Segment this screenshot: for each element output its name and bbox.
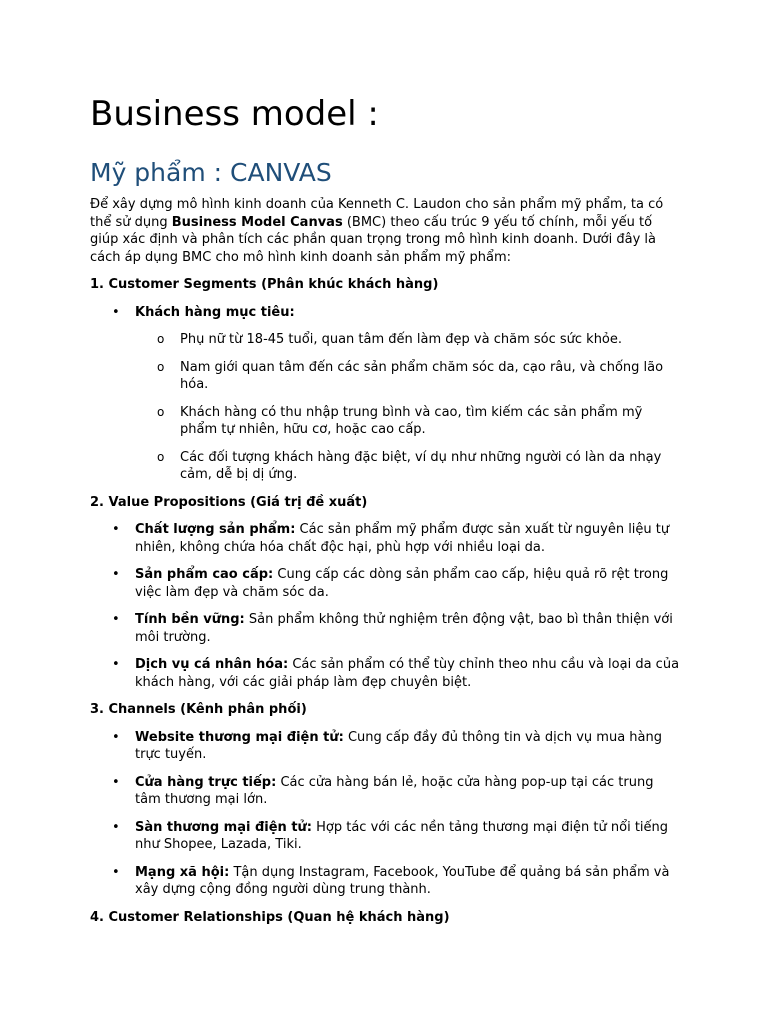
intro-text-start: Để xây dựng mô hình kinh doanh của Kenneth C. Laudon cho sản phẩm mỹ phẩm, ta có thể sử dụng xyxy=(90,197,664,230)
intro-paragraph xyxy=(90,196,680,266)
item-label: Sàn thương mại điện tử: xyxy=(135,819,312,835)
list-item xyxy=(90,304,680,484)
section-heading: 3. Channels (Kênh phân phối) xyxy=(90,702,307,717)
item-text: Tận dụng Instagram, Facebook, YouTube để quảng bá sản phẩm và xây dựng cộng đồng người dùng trung thành. xyxy=(135,864,670,897)
sub-list-item: o Phụ nữ từ 18-45 tuổi, quan tâm đến làm đẹp và chăm sóc sức khỏe. xyxy=(135,331,680,349)
list-item xyxy=(90,729,680,764)
section-list xyxy=(90,304,680,484)
item-text: Sản phẩm không thử nghiệm trên động vật, bao bì thân thiện với môi trường. xyxy=(135,612,673,645)
document-title: Business model : xyxy=(90,94,379,134)
intro-text-end: (BMC) theo cấu trúc 9 yếu tố chính, mỗi yếu tố giúp xác định và phân tích các phần quan trọng trong mô hình kinh doanh. Dưới đây là cách áp dụng BMC cho mô hình kinh doanh sản phẩm mỹ phẩm: xyxy=(90,214,657,265)
list-item xyxy=(90,611,680,646)
sub-list-item: o Khách hàng có thu nhập trung bình và cao, tìm kiếm các sản phẩm mỹ phẩm tự nhiên, hữu cơ, hoặc cao cấp. xyxy=(135,404,680,439)
sub-list-item: o Các đối tượng khách hàng đặc biệt, ví dụ như những người có làn da nhạy cảm, dễ bị dị ứng. xyxy=(135,449,680,484)
item-label: Chất lượng sản phẩm: xyxy=(135,522,296,537)
item-label: Sản phẩm cao cấp: xyxy=(135,567,274,582)
item-text: Cung cấp các dòng sản phẩm cao cấp, hiệu quả rõ rệt trong việc làm đẹp và chăm sóc da. xyxy=(135,567,669,600)
item-label: Cửa hàng trực tiếp: xyxy=(135,774,277,790)
item-label: Khách hàng mục tiêu: xyxy=(135,304,295,320)
item-text: Cung cấp đầy đủ thông tin và dịch vụ mua hàng trực tuyến. xyxy=(135,729,662,762)
item-text: Các cửa hàng bán lẻ, hoặc cửa hàng pop-up tại các trung tâm thương mại lớn. xyxy=(135,774,654,807)
section-heading: 2. Value Propositions (Giá trị đề xuất) xyxy=(90,494,368,510)
item-label: Dịch vụ cá nhân hóa: xyxy=(135,657,289,672)
item-text: Các sản phẩm có thể tùy chỉnh theo nhu cầu và loại da của khách hàng, với các giải pháp làm đẹp chuyên biệt. xyxy=(135,657,680,690)
list-item xyxy=(90,864,680,899)
list-item xyxy=(90,656,680,691)
item-label: Tính bền vững: xyxy=(135,612,245,627)
item-text: Hợp tác với các nền tảng thương mại điện tử nổi tiếng như Shopee, Lazada, Tiki. xyxy=(135,819,669,852)
list-item xyxy=(90,566,680,601)
list-item xyxy=(90,819,680,854)
item-text: Các sản phẩm mỹ phẩm được sản xuất từ nguyên liệu tự nhiên, không chứa hóa chất độc hại, phù hợp với nhiều loại da. xyxy=(135,522,670,555)
section-list xyxy=(90,729,680,899)
document-subtitle: Mỹ phẩm : CANVAS xyxy=(90,158,332,187)
section-heading: 1. Customer Segments (Phân khúc khách hàng) xyxy=(90,277,439,292)
item-label: Mạng xã hội: xyxy=(135,864,230,880)
sub-list xyxy=(135,331,680,484)
section-heading: 4. Customer Relationships (Quan hệ khách hàng) xyxy=(90,909,450,925)
list-item xyxy=(90,521,680,556)
sub-list-item: o Nam giới quan tâm đến các sản phẩm chăm sóc da, cạo râu, và chống lão hóa. xyxy=(135,359,680,394)
intro-bold-term: Business Model Canvas xyxy=(171,214,343,230)
list-item xyxy=(90,774,680,809)
document-body xyxy=(90,196,680,936)
section-list xyxy=(90,521,680,691)
item-label: Website thương mại điện tử: xyxy=(135,729,344,745)
